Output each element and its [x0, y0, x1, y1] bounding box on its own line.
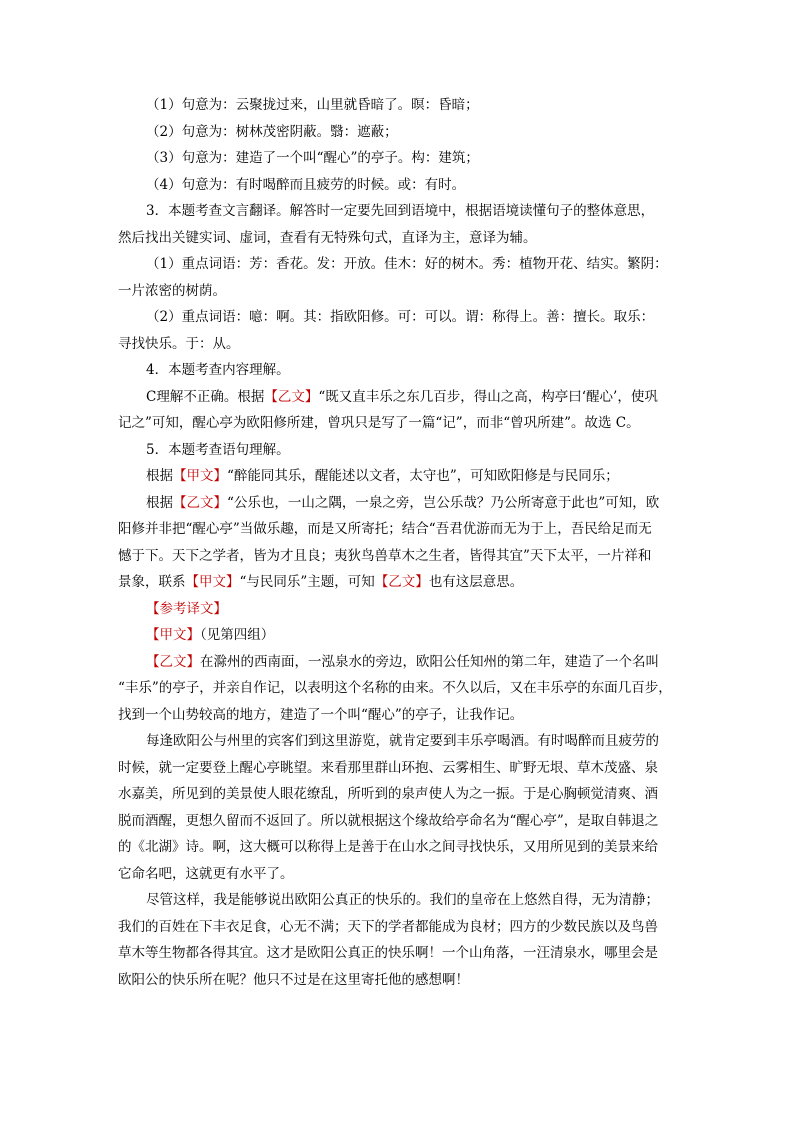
text-line — [118, 251, 678, 278]
text-segment: 欧阳公的快乐所在呢？他只不过是在这里寄托他的感想啊！ — [118, 971, 469, 988]
text-segment: 景象，联系 — [118, 574, 186, 590]
text-line — [118, 410, 678, 437]
text-segment: 它命名吧，这就更有水平了。 — [118, 865, 294, 882]
text-line — [118, 967, 678, 994]
text-line — [118, 728, 678, 755]
text-line — [118, 304, 678, 331]
section-marker: 【乙文】 — [374, 574, 429, 590]
document-body — [118, 92, 678, 993]
text-segment: 4．本题考查内容理解。 — [146, 362, 290, 378]
text-line — [118, 490, 678, 517]
text-segment: 根据 — [146, 468, 173, 484]
section-marker: 【乙文】 — [264, 388, 319, 405]
text-line — [118, 649, 678, 676]
text-line — [118, 92, 678, 119]
text-segment: “既又直丰乐之东几百步，得山之高，构亭曰‘醒心’，使巩 — [318, 388, 658, 405]
text-segment: （见第四组） — [200, 627, 275, 643]
text-segment: 3．本题考查文言翻译。解答时一定要先回到语境中，根据语境读懂句子的整体意思， — [146, 203, 655, 219]
section-marker: 【甲文】 — [146, 627, 200, 643]
text-segment: 每逢欧阳公与州里的宾客们到这里游览，就肯定要到丰乐亭喝酒。有时喝醉而且疲劳的 — [146, 733, 659, 749]
text-segment: 的《北湖》诗。啊，这大概可以称得上是善于在山水之间寻找快乐，又用所见到的美景来给 — [118, 839, 658, 855]
text-line — [118, 808, 678, 835]
text-line — [118, 914, 678, 941]
text-line — [118, 172, 678, 199]
text-segment: 寻找快乐。于：从。 — [118, 335, 240, 352]
text-line — [118, 225, 678, 252]
text-segment: 阳修并非把“醒心亭”当做乐趣，而是又所寄托；结合“吾君优游而无为于上，吾民给足而无 — [118, 521, 652, 537]
text-segment: 憾于下。天下之学者，皆为才且良；夷狄鸟兽草木之生者，皆得其宜”天下太平，一片祥和 — [118, 547, 652, 564]
text-segment: 一片浓密的树荫。 — [118, 282, 226, 299]
text-segment: “丰乐”的亭子，并亲自作记，以表明这个名称的由来。不久以后，又在丰乐亭的东面几百步， — [118, 680, 672, 696]
text-segment: 水嘉美，所见到的美景使人眼花缭乱，所听到的泉声使人为之一振。于是心胸顿觉清爽、酒 — [118, 786, 658, 802]
text-line — [118, 596, 678, 623]
text-segment: 然后找出关键实词、虚词，查看有无特殊句式，直译为主，意译为辅。 — [118, 229, 537, 246]
text-line — [118, 384, 678, 411]
text-segment: 草木等生物都各得其宜。这才是欧阳公真正的快乐啊！一个山角落，一汪清泉水，哪里会是 — [118, 945, 658, 961]
text-line — [118, 755, 678, 782]
text-line — [118, 145, 678, 172]
text-line — [118, 516, 678, 543]
text-segment: （2）重点词语：噫：啊。其：指欧阳修。可：可以。谓：称得上。善：擅长。取乐： — [146, 309, 655, 325]
text-line — [118, 675, 678, 702]
text-line — [118, 887, 678, 914]
text-segment: 时候，就一定要登上醒心亭眺望。来看那里群山环抱、云雾相生、旷野无垠、草木茂盛、泉 — [118, 759, 658, 776]
section-marker: 【甲文】 — [185, 574, 240, 590]
text-line — [118, 357, 678, 384]
text-line — [118, 702, 678, 729]
text-line — [118, 119, 678, 146]
text-segment: “公乐也，一山之隅，一泉之旁，岂公乐哉？乃公所寄意于此也”可知，欧 — [227, 494, 660, 511]
text-segment: （1）重点词语：芳：香花。发：开放。佳木：好的树木。秀：植物开花、结实。繁阴： — [146, 256, 668, 272]
text-line — [118, 940, 678, 967]
text-segment: C理解不正确。根据 — [146, 388, 265, 405]
section-marker: 【乙文】 — [146, 653, 200, 670]
section-marker: 【甲文】 — [173, 468, 227, 484]
text-segment: （3）句意为：建造了一个叫“醒心”的亭子。构：建筑； — [146, 150, 479, 166]
text-segment: 记之”可知，醒心亭为欧阳修所建，曾巩只是写了一篇“记”，而非“曾巩所建”。故选 C。 — [118, 415, 640, 431]
text-segment: （4）句意为：有时喝醉而且疲劳的时候。或：有时。 — [146, 176, 466, 193]
text-line — [118, 622, 678, 649]
text-line — [118, 331, 678, 358]
text-line — [118, 834, 678, 861]
text-line — [118, 278, 678, 305]
text-segment: 找到一个山势较高的地方，建造了一个叫“醒心”的亭子，让我作记。 — [118, 706, 524, 723]
text-segment: （1）句意为：云聚拢过来，山里就昏暗了。暝：昏暗； — [146, 97, 479, 113]
text-line — [118, 543, 678, 570]
text-segment: 根据 — [146, 494, 173, 511]
text-segment: 脱而酒醒，更想久留而不返回了。所以就根据这个缘故给亭命名为“醒心亭”，是取自韩退之 — [118, 812, 659, 829]
text-segment: 我们的百姓在下丰衣足食，心无不满；天下的学者都能成为良材；四方的少数民族以及鸟兽 — [118, 918, 658, 935]
text-line — [118, 861, 678, 888]
text-segment: 在滁州的西南面，一泓泉水的旁边，欧阳公任知州的第二年，建造了一个名叫 — [200, 653, 659, 670]
text-segment: 5．本题考查语句理解。 — [146, 441, 290, 458]
text-line — [118, 781, 678, 808]
text-segment: “与民同乐”主题，可知 — [239, 574, 375, 590]
text-segment: “醉能同其乐，醒能述以文者，太守也”，可知欧阳修是与民同乐； — [227, 468, 619, 484]
section-marker: 【乙文】 — [173, 494, 227, 511]
section-marker: 【参考译文】 — [146, 600, 227, 617]
text-line — [118, 437, 678, 464]
text-line — [118, 463, 678, 490]
text-segment: 尽管这样，我是能够说出欧阳公真正的快乐的。我们的皇帝在上悠然自得，无为清静； — [146, 892, 659, 908]
text-segment: 也有这层意思。 — [428, 574, 524, 590]
text-segment: （2）句意为：树林茂密阴蔽。翳：遮蔽； — [146, 123, 398, 140]
text-line — [118, 198, 678, 225]
text-line — [118, 569, 678, 596]
